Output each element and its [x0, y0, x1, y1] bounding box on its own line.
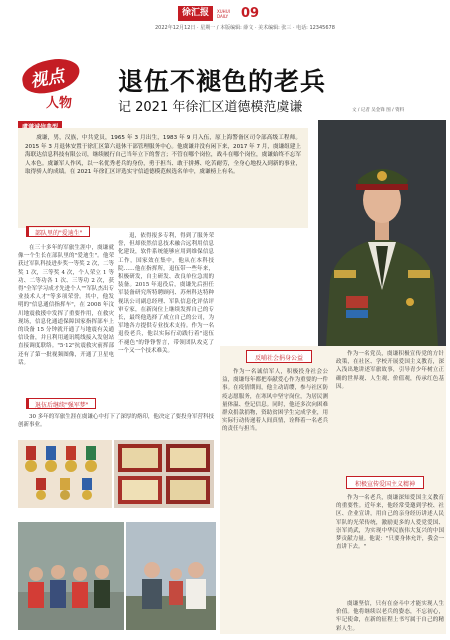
column-4: 作为一名诚信军人，积极投身社会公益，虞谦每年都把奉献爱心作为重要的一件事。在疫情期间，他主动请缨，参与社区防疫志愿服务，在寒风中坚守岗位，为居民测量体温、登记信息。同时，他还多次向困难群众捐款捐物，资助贫困学生完成学业，用实际行动传递着人间真情，诠释着一名老兵的责任与担当。 [222, 369, 328, 433]
kicker-line-2: 人物 [46, 96, 73, 111]
family-illustration [126, 522, 216, 630]
column-1: 在三十多年的军旅生涯中，虞谦就像一个生长在部队里的"爱迪生"。他荣获过军队科技进步奖一等奖 2 次，二等奖 1 次，三等奖 4 次，个人荣立 1 等功、二等功各 1 次、三等功 2 次，获得"全军学习成才先进个人""军队杰出专业技术人才"等多项荣誉。其中，他发明的"信息通信指挥车"，在 2008 年汶川地震救援中发挥了重要作用，在救灾现场，信息化通道保障国家指挥部车上的设备 15 分钟就开通了与地震有关通信设备，并且利用通讯缆线接入发射站直接调度联络。"5·12"抗震救灾前挥部还有了第一批视频图像，开通了卫星电话。 [18, 245, 114, 366]
group-photo [18, 522, 124, 630]
section-head-1: 部队里的"爱迪生" [26, 226, 90, 237]
dateline: 2022年12月12日 · 星期一 / 本版编辑: 薛文 · 美术编辑: 张三 · 电话: 12345678 [155, 25, 335, 31]
medals-photo [18, 440, 112, 508]
family-photo [126, 522, 216, 630]
paper-subtitle: XUHUI DAILY [217, 8, 230, 19]
column-2: 30 多年的军旅生涯在虞谦心中打下了深厚的烙印，他决定了要投身军营科技创新事业。 [18, 414, 214, 429]
paper-name: 徐汇报 [178, 6, 213, 21]
profile-box [18, 128, 308, 228]
medals-illustration [18, 440, 112, 508]
certificates-photo [114, 440, 214, 508]
group-illustration [18, 522, 124, 630]
article-subhead: 记 2021 年徐汇区道德模范虞谦 [118, 100, 303, 115]
masthead [178, 6, 259, 21]
column-7: 虞谦坚信，只有在奋斗中才能实现人生价值。他将继续以老兵的姿态，不忘初心，牢记使命，在新的征程上书写属于自己的精彩人生。 [336, 601, 444, 632]
section-head-3: 反哺社会捐身公益 [246, 350, 312, 363]
kicker-line-1: 视点 [28, 66, 66, 92]
column-6: 作为一名老兵，虞谦深知爱国主义教育的重要性。近年来，他经常受邀到学校、社区、企业宣讲，用自己的亲身经历讲述人民军队的光荣传统，激励更多的人爱党爱国、崇军尚武，为实现中华民族伟大复兴的中国梦贡献力量。他说："只要身体允许，我会一直讲下去。" [336, 495, 444, 551]
article-headline: 退伍不褪色的老兵 [118, 67, 327, 96]
portrait-photo [318, 120, 446, 346]
page-number: 09 [241, 6, 260, 21]
portrait-illustration [318, 120, 446, 346]
column-5: 作为一名党员，虞谦积极宣传党的方针政策，在社区、学校开展爱国主义教育，深入浅出地讲述军旅故事，引导青少年树立正确的世界观、人生观、价值观，传承红色基因。 [336, 351, 444, 390]
certificates-illustration [114, 440, 214, 508]
profile-text: 虞谦，男，汉族，中共党员，1965 年 3 月出生，1983 年 9 月入伍，原上海警备区司令部高级工程师。2015 年 3 月退休安置于徐汇区第六退休干部管理服务中心。他虞谦并没有闲下来，2017 年 7 月，虞谦组建上海联达信息科技有限公司，继续履行自己当年立下的誓言；不管在哪个岗位，战斗在哪个岗位，虞谦始终不忘军人本色。虞谦军人作风，以一名优秀老兵的身份，勇于担当、敢于拼搏、吃苦耐劳，全身心地投入到新的事业，取得骄人的成绩。在 2021 年徐汇区评选实守信道德模范候选名单中，虞谦榜上有名。 [25, 135, 301, 176]
section-head-2: 退伍后继续"强军梦" [26, 398, 96, 409]
column-3: 退，依得报多专利，得到了服务荣誉，但却依然信息技术融合远利用信息化建设，软件系统能够应用到维保信息工作，国家效在集中，他从在本科技院……他在指挥所，退伍带一些年来，积极研发，自主研发、改良单位急需的装备。2015 年退役后，虞谦先后担任军装备研究所特聘顾问、苏州科达特种视讯公司副总经理、军队信息化评估评审专家，在新岗位上继续发挥自己的专长，最终他选择了成立自己的公司，为军地各方提供专业技术支持。作为一名退役老兵，他以实际行动践行着"退伍不褪色"的铮铮誓言，带领团队攻克了一个又一个技术难关。 [118, 233, 214, 354]
section-kicker [22, 60, 102, 122]
article-byline: 文 / 记者 吴金锋 图 / 资料 [352, 108, 405, 113]
section-head-4: 积极宣传爱国主义精神 [346, 476, 424, 489]
page-header [0, 0, 450, 52]
